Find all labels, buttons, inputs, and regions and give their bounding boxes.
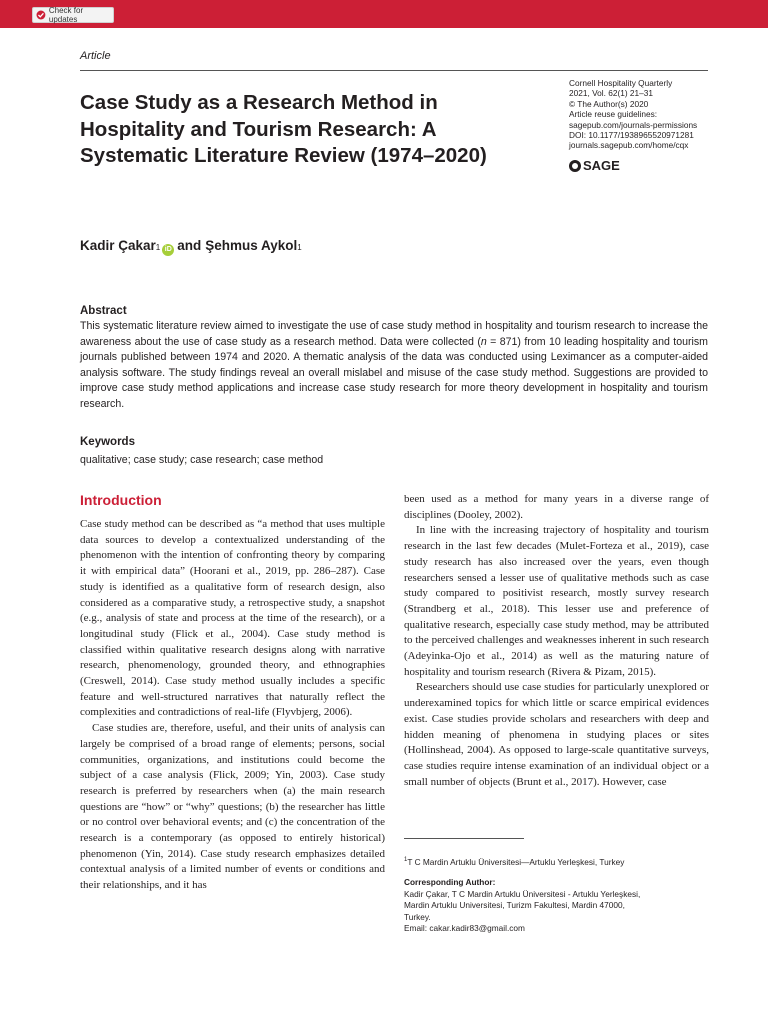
check-for-updates-button[interactable] bbox=[32, 7, 114, 23]
author-name-2: Şehmus Aykol bbox=[205, 238, 298, 253]
footnote-rule bbox=[404, 838, 524, 839]
abstract-text-part-2: = 871) from 10 leading hospitality and tourism journals published between 1974 and 2020. A thematic analysis of the data was conducted using Leximancer as a computer-aided analysis software. The study findings reveal an overall mislabel and misuse of the case study method. Suggestions are provided to improve case study method applications and increase case study research for more theory development in hospitality and tourism research. bbox=[80, 335, 708, 410]
corresponding-address-line: Turkey. bbox=[404, 911, 431, 922]
sage-logo-icon bbox=[569, 160, 581, 172]
journal-reuse-heading: Article reuse guidelines: bbox=[569, 109, 658, 120]
affiliation-text: T C Mardin Artuklu Üniversitesi—Artuklu Yerleşkesi, Turkey bbox=[407, 856, 625, 867]
body-column-left bbox=[80, 517, 385, 894]
corresponding-email[interactable]: Email: cakar.kadir83@gmail.com bbox=[404, 923, 525, 934]
body-paragraph: Researchers should use case studies for particularly unexplored or underexamined topics for which little or scarce empirical evidences exist. Case studies provide scholars and researchers with deep and hidden meaning of phenomena in studying places or sites (Hollinshead, 2004). As opposed to large-scale quantitative surveys, case studies require intense examination of an individual object or a small number of objects (Brunt et al., 2017). However, case bbox=[404, 681, 709, 788]
corresponding-author-heading: Corresponding Author: bbox=[404, 877, 496, 887]
abstract-text-part-1: This systematic literature review aimed to investigate the use of case study method in hospitality and tourism research to increase the awareness about the use of case study as a research method. Data were collected ( bbox=[80, 320, 708, 348]
body-paragraph: Case study method can be described as “a method that uses multiple data sources to develop a contextualized understanding of the phenomenon with the intention of confronting theory by comparing it with empirical data” (Hoorani et al., 2019, pp. 286–287). Case study is identified as a qualitative form of research design, also considered as a comparative study, a retrospective study, a snapshot (e.g., analysis of state and process at the time of the research), or a longitudinal study (Flick et al., 2004). Case study method is classified within qualitative research designs along with narrative research, phenomenology, grounded theory, and ethnographies (Creswell, 2014). Case study method usually includes a specific feature and well-structured narratives that naturally reflect the complexities and contradictions of real-life (Flyvbjerg, 2006). bbox=[80, 518, 385, 719]
paper-title: Case Study as a Research Method in Hospitality and Tourism Research: A Systematic Literature Review (1974–2020) bbox=[80, 91, 487, 168]
journal-volume: 2021, Vol. 62(1) 21–31 bbox=[569, 88, 653, 99]
sage-logo bbox=[569, 158, 620, 173]
corresponding-author bbox=[404, 877, 714, 935]
keywords-text: qualitative; case study; case research; case method bbox=[80, 454, 324, 466]
abstract-n-symbol: n bbox=[480, 335, 487, 348]
affiliation-mark: 1 bbox=[404, 857, 408, 863]
check-updates-icon bbox=[36, 10, 46, 20]
author-line bbox=[80, 238, 302, 255]
affiliation-footnote bbox=[404, 855, 714, 868]
body-paragraph: In line with the increasing trajectory of hospitality and tourism research in the last few decades (Mulet-Forteza et al., 2019), case study research has also increased over the years, even though researchers sensed a lesser use of qualitative methods such as case study compared to positivist research, mostly survey research (Strandberg et al., 2018). This lesser use and preference of qualitative research, especially case study method, may be attributed to the perceived challenges and weaknesses inherent in such research (Adeyinka-Ojo et al., 2014) as well as the maturing nature of hospitality and tourism research (Rivera & Pizam, 2015). bbox=[404, 524, 709, 678]
journal-name: Cornell Hospitality Quarterly bbox=[569, 78, 673, 88]
header-rule bbox=[80, 70, 708, 71]
article-type-label: Article bbox=[80, 50, 111, 62]
orcid-icon[interactable]: iD bbox=[162, 244, 174, 256]
author-affiliation-mark-1: 1 bbox=[155, 243, 161, 252]
corresponding-address-line: Mardin Artuklu Universitesi, Turizm Fakultesi, Mardin 47000, bbox=[404, 900, 625, 911]
journal-permissions-link[interactable]: sagepub.com/journals-permissions bbox=[569, 119, 698, 130]
keywords-heading: Keywords bbox=[80, 436, 135, 448]
abstract-text bbox=[80, 319, 708, 412]
journal-info bbox=[569, 78, 729, 151]
check-for-updates-label: Check for updates bbox=[48, 6, 84, 24]
sage-logo-text: SAGE bbox=[583, 158, 620, 173]
author-connector: and bbox=[177, 238, 202, 253]
abstract-heading: Abstract bbox=[80, 305, 127, 317]
introduction-heading: Introduction bbox=[80, 492, 162, 508]
journal-doi[interactable]: DOI: 10.1177/1938965520971281 bbox=[569, 130, 694, 141]
body-column-right bbox=[404, 492, 709, 790]
top-banner bbox=[0, 0, 768, 28]
author-name-1: Kadir Çakar bbox=[80, 238, 156, 253]
body-paragraph: been used as a method for many years in a diverse range of disciplines (Dooley, 2002). bbox=[404, 493, 709, 521]
author-affiliation-mark-2: 1 bbox=[297, 243, 302, 252]
corresponding-address-line: Kadir Çakar, T C Mardin Artuklu Üniversitesi - Artuklu Yerleşkesi, bbox=[404, 888, 641, 899]
journal-homepage-link[interactable]: journals.sagepub.com/home/cqx bbox=[569, 140, 689, 151]
body-paragraph: Case studies are, therefore, useful, and their units of analysis can largely be comprised of a broad range of elements; persons, social communities, organizations, and institutions could become the subject of a case analysis (Flick, 2009; Yin, 2003). Case study research is preferred by researchers when (a) the main research questions are “how” or “why” questions; (b) the researcher has little or no control over behavioral events; and (c) the concentration of the research is a contemporary (as opposed to entirely historical) phenomenon (Yin, 2014). Case study research emphasizes detailed contextual analysis of a limited number of events or conditions and their relationships, and it has bbox=[80, 722, 385, 892]
journal-copyright: © The Author(s) 2020 bbox=[569, 98, 649, 109]
